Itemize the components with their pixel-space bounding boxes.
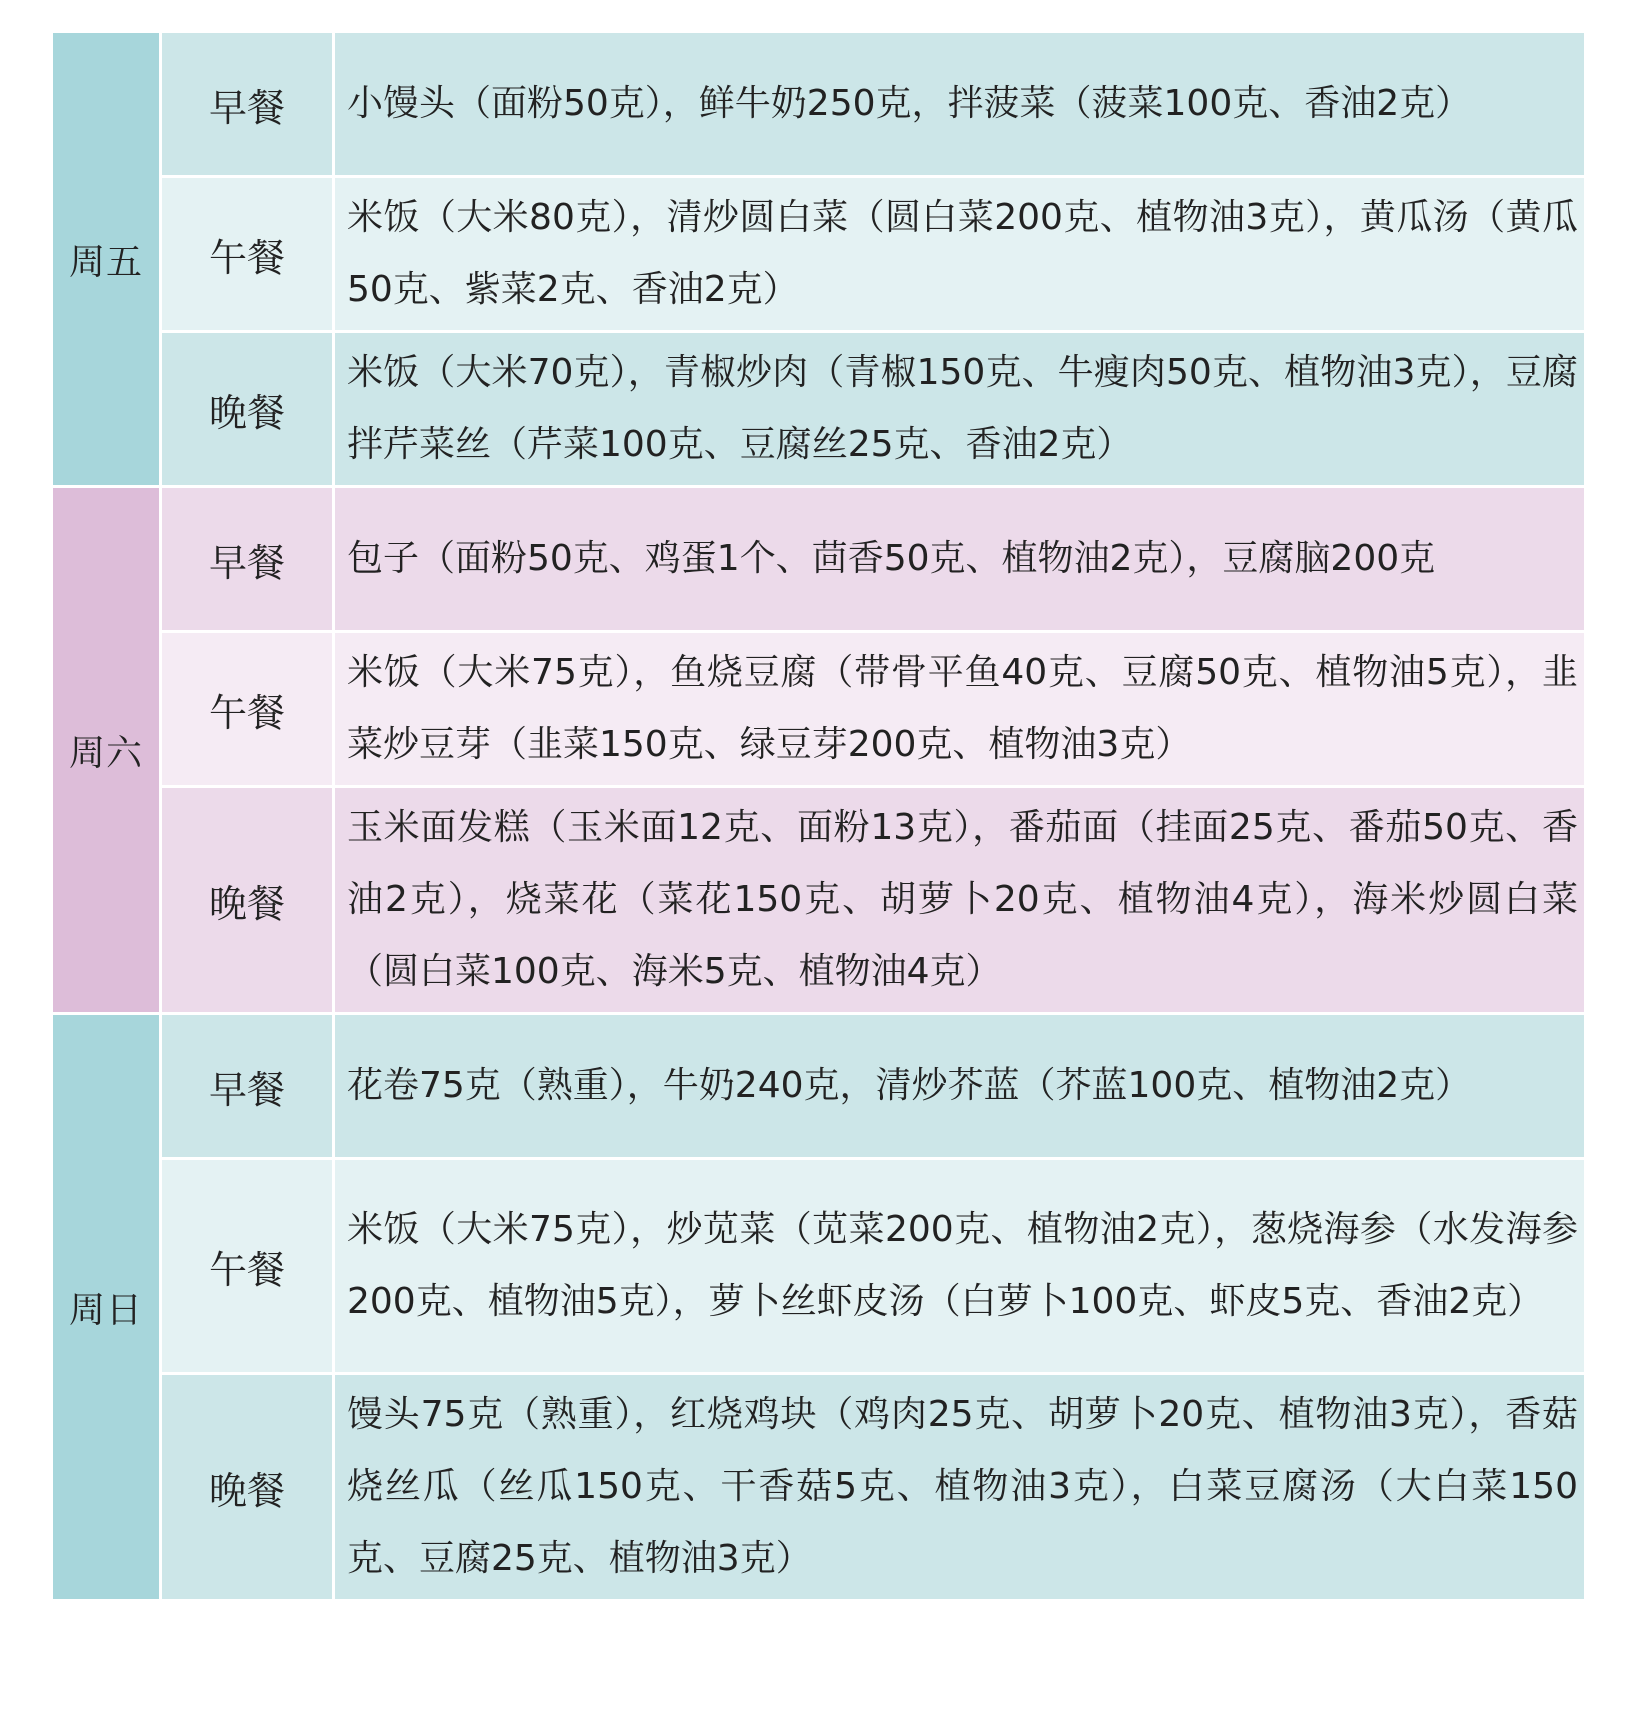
meal-label: 晚餐 [161, 1374, 334, 1601]
meal-description: 包子（面粉50克、鸡蛋1个、茴香50克、植物油2克），豆腐脑200克 [334, 487, 1586, 632]
meal-label: 早餐 [161, 1014, 334, 1159]
meal-description: 米饭（大米75克），鱼烧豆腐（带骨平鱼40克、豆腐50克、植物油5克），韭菜炒豆芽（韭菜150克、绿豆芽200克、植物油3克） [334, 632, 1586, 787]
meal-label: 晚餐 [161, 787, 334, 1014]
day-label-sunday: 周日 [52, 1014, 161, 1601]
table-row [52, 787, 1586, 1014]
meal-label: 早餐 [161, 32, 334, 177]
day-label-friday: 周五 [52, 32, 161, 487]
meal-label: 午餐 [161, 177, 334, 332]
meal-description: 花卷75克（熟重），牛奶240克，清炒芥蓝（芥蓝100克、植物油2克） [334, 1014, 1586, 1159]
meal-label: 午餐 [161, 632, 334, 787]
table-row [52, 1014, 1586, 1159]
meal-description: 玉米面发糕（玉米面12克、面粉13克），番茄面（挂面25克、番茄50克、香油2克），烧菜花（菜花150克、胡萝卜20克、植物油4克），海米炒圆白菜（圆白菜100克、海米5克、植物油4克） [334, 787, 1586, 1014]
table-row [52, 332, 1586, 487]
meal-description: 米饭（大米70克），青椒炒肉（青椒150克、牛瘦肉50克、植物油3克），豆腐拌芹菜丝（芹菜100克、豆腐丝25克、香油2克） [334, 332, 1586, 487]
table-row [52, 1159, 1586, 1374]
meal-label: 午餐 [161, 1159, 334, 1374]
meal-label: 晚餐 [161, 332, 334, 487]
table-row [52, 632, 1586, 787]
table-row [52, 487, 1586, 632]
table-row [52, 32, 1586, 177]
meal-description: 小馒头（面粉50克），鲜牛奶250克，拌菠菜（菠菜100克、香油2克） [334, 32, 1586, 177]
meal-plan-table [50, 30, 1587, 1602]
meal-description: 馒头75克（熟重），红烧鸡块（鸡肉25克、胡萝卜20克、植物油3克），香菇烧丝瓜（丝瓜150克、干香菇5克、植物油3克），白菜豆腐汤（大白菜150克、豆腐25克、植物油3克） [334, 1374, 1586, 1601]
meal-description: 米饭（大米80克），清炒圆白菜（圆白菜200克、植物油3克），黄瓜汤（黄瓜50克、紫菜2克、香油2克） [334, 177, 1586, 332]
meal-description: 米饭（大米75克），炒苋菜（苋菜200克、植物油2克），葱烧海参（水发海参200克、植物油5克），萝卜丝虾皮汤（白萝卜100克、虾皮5克、香油2克） [334, 1159, 1586, 1374]
table-row [52, 1374, 1586, 1601]
table-row [52, 177, 1586, 332]
meal-label: 早餐 [161, 487, 334, 632]
day-label-saturday: 周六 [52, 487, 161, 1014]
